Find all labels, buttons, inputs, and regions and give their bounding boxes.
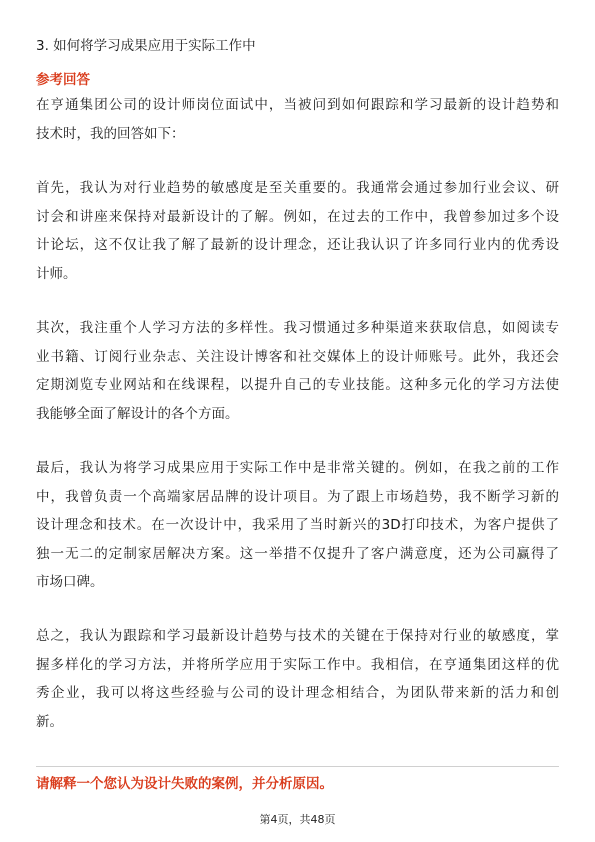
answer-paragraph-first bbox=[36, 174, 559, 288]
question-heading: 3. 如何将学习成果应用于实际工作中 bbox=[36, 38, 256, 54]
paragraph-line: 业书籍、订阅行业杂志、关注设计博客和社交媒体上的设计师账号。此外，我还会 bbox=[36, 348, 559, 365]
paragraph-line: 技术时，我的回答如下： bbox=[36, 125, 185, 142]
paragraph-line: 首先，我认为对行业趋势的敏感度是至关重要的。我通常会通过参加行业会议、研 bbox=[36, 180, 559, 196]
answer-paragraph-conclusion bbox=[36, 622, 559, 736]
answer-paragraph-intro bbox=[36, 91, 559, 148]
paragraph-line: 独一无二的定制家居解决方案。这一举措不仅提升了客户满意度，还为公司赢得了 bbox=[36, 545, 559, 562]
paragraph-line: 总之，我认为跟踪和学习最新设计趋势与技术的关键在于保持对行业的敏感度，掌 bbox=[36, 628, 559, 644]
section-divider bbox=[36, 766, 559, 767]
paragraph-line: 市场口碑。 bbox=[36, 574, 104, 590]
next-question-heading: 请解释一个您认为设计失败的案例，并分析原因。 bbox=[36, 776, 333, 792]
page-number-footer: 第4页，共48页 bbox=[259, 813, 336, 826]
paragraph-line: 秀企业，我可以将这些经验与公司的设计理念相结合，为团队带来新的活力和创 bbox=[36, 685, 559, 701]
paragraph-line: 设计理念和技术。在一次设计中，我采用了当时新兴的3D打印技术，为客户提供了 bbox=[36, 517, 559, 533]
paragraph-line: 其次，我注重个人学习方法的多样性。我习惯通过多种渠道来获取信息，如阅读专 bbox=[36, 320, 559, 336]
paragraph-line: 讨会和讲座来保持对最新设计的了解。例如，在过去的工作中，我曾参加过多个设 bbox=[36, 208, 559, 225]
paragraph-line: 我能够全面了解设计的各个方面。 bbox=[36, 405, 239, 422]
paragraph-line: 计论坛，这不仅让我了解了最新的设计理念，还让我认识了许多同行业内的优秀设 bbox=[36, 237, 559, 253]
paragraph-line: 在亨通集团公司的设计师岗位面试中，当被问到如何跟踪和学习最新的设计趋势和 bbox=[36, 97, 559, 113]
paragraph-line: 握多样化的学习方法，并将所学应用于实际工作中。我相信，在亨通集团这样的优 bbox=[36, 656, 559, 673]
paragraph-line: 计师。 bbox=[36, 265, 77, 282]
paragraph-line: 新。 bbox=[36, 713, 63, 730]
paragraph-line: 定期浏览专业网站和在线课程，以提升自己的专业技能。这种多元化的学习方法使 bbox=[36, 377, 559, 393]
paragraph-line: 中，我曾负责一个高端家居品牌的设计项目。为了跟上市场趋势，我不断学习新的 bbox=[36, 488, 559, 505]
answer-paragraph-second bbox=[36, 314, 559, 428]
paragraph-line: 最后，我认为将学习成果应用于实际工作中是非常关键的。例如，在我之前的工作 bbox=[36, 460, 559, 476]
answer-paragraph-third bbox=[36, 454, 559, 597]
answer-label: 参考回答 bbox=[36, 72, 90, 88]
